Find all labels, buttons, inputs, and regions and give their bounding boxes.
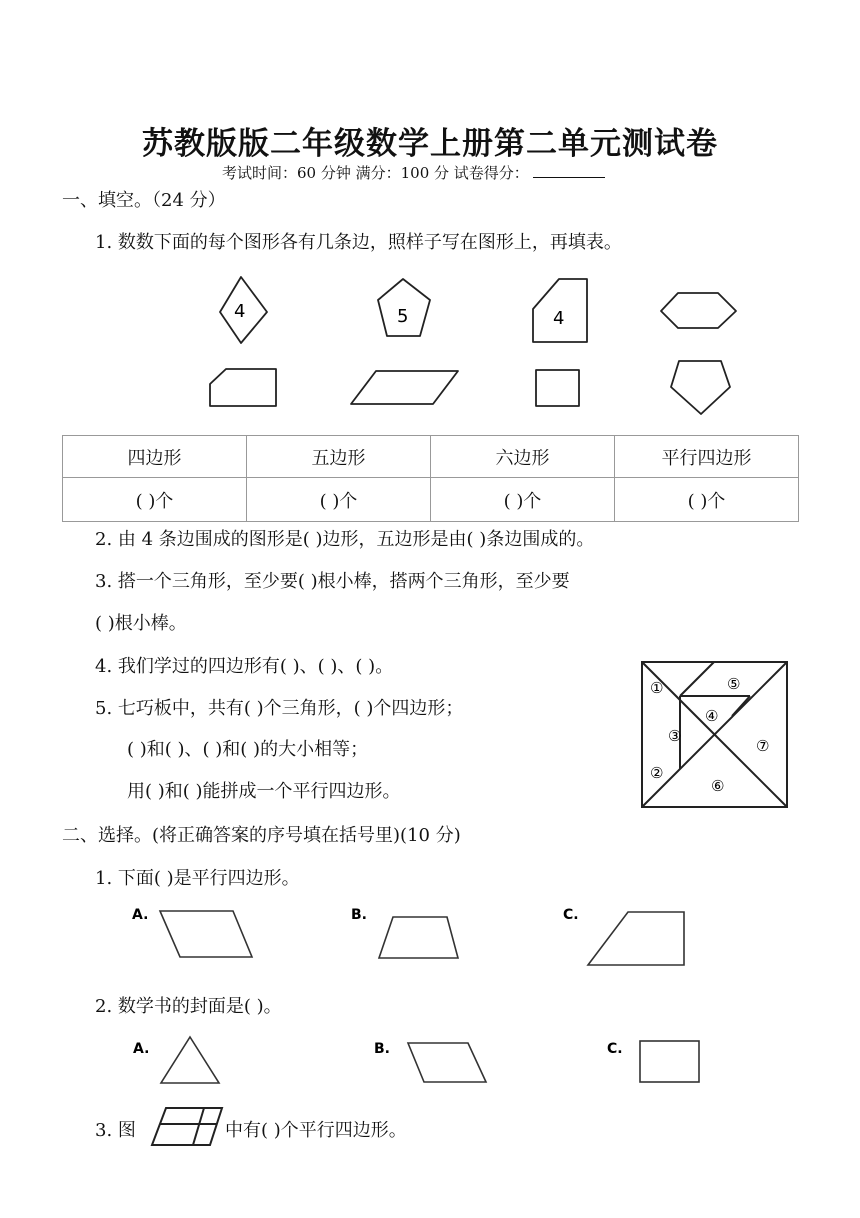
tangram-label-5: ⑤	[727, 675, 741, 693]
option-b-label-2: B.	[374, 1041, 390, 1057]
question-1-5-line2: ( )和( )、( )和( )的大小相等；	[127, 739, 369, 760]
exam-info-text: 考试时间：60 分钟 满分：100 分 试卷得分：	[222, 164, 529, 182]
question-1-1: 1. 数数下面的每个图形各有几条边，照样子写在图形上，再填表。	[95, 232, 622, 253]
option-b-label-1: B.	[351, 907, 367, 923]
header-quadrilateral: 四边形	[63, 436, 247, 478]
header-parallelogram: 平行四边形	[615, 436, 799, 478]
section2-heading: 二、选择。(将正确答案的序号填在括号里)(10 分)	[62, 825, 461, 846]
question-2-3-prefix: 3. 图	[95, 1120, 136, 1141]
tangram-label-1: ①	[650, 679, 664, 697]
tangram-label-4: ④	[705, 707, 719, 725]
answer-hexagon[interactable]: ( )个	[431, 478, 615, 522]
question-1-3-cont: ( )根小棒。	[95, 613, 187, 634]
answer-pentagon[interactable]: ( )个	[247, 478, 431, 522]
page-title: 苏教版版二年级数学上册第二单元测试卷	[142, 126, 718, 162]
shape-label-diamond: 4	[234, 301, 246, 322]
option-a-label-1: A.	[132, 907, 149, 923]
question-2-3-suffix: 中有( )个平行四边形。	[225, 1120, 407, 1141]
question-2-2: 2. 数学书的封面是( )。	[95, 996, 282, 1017]
section1-heading: 一、填空。（24 分）	[62, 190, 226, 211]
question-1-5: 5. 七巧板中，共有( )个三角形，( )个四边形；	[95, 698, 464, 719]
question-1-2: 2. 由 4 条边围成的图形是( )边形，五边形是由( )条边围成的。	[95, 529, 595, 550]
option-c-label-1: C.	[563, 907, 579, 923]
tangram-label-7: ⑦	[756, 737, 770, 755]
header-hexagon: 六边形	[431, 436, 615, 478]
shape-label-trapezoid: 4	[553, 308, 565, 329]
question-2-1: 1. 下面( )是平行四边形。	[95, 868, 300, 889]
tangram-label-3: ③	[668, 727, 682, 745]
answer-parallelogram[interactable]: ( )个	[615, 478, 799, 522]
header-pentagon: 五边形	[247, 436, 431, 478]
option-c-label-2: C.	[607, 1041, 623, 1057]
answer-quadrilateral[interactable]: ( )个	[63, 478, 247, 522]
question-1-4: 4. 我们学过的四边形有( )、( )、( )。	[95, 656, 394, 677]
shape-label-pentagon: 5	[397, 306, 409, 327]
tangram-label-6: ⑥	[711, 777, 725, 795]
question-1-3: 3. 搭一个三角形，至少要( )根小棒，搭两个三角形，至少要	[95, 571, 570, 592]
option-a-label-2: A.	[133, 1041, 150, 1057]
tangram-label-2: ②	[650, 764, 664, 782]
question-1-5-line3: 用( )和( )能拼成一个平行四边形。	[127, 781, 401, 802]
